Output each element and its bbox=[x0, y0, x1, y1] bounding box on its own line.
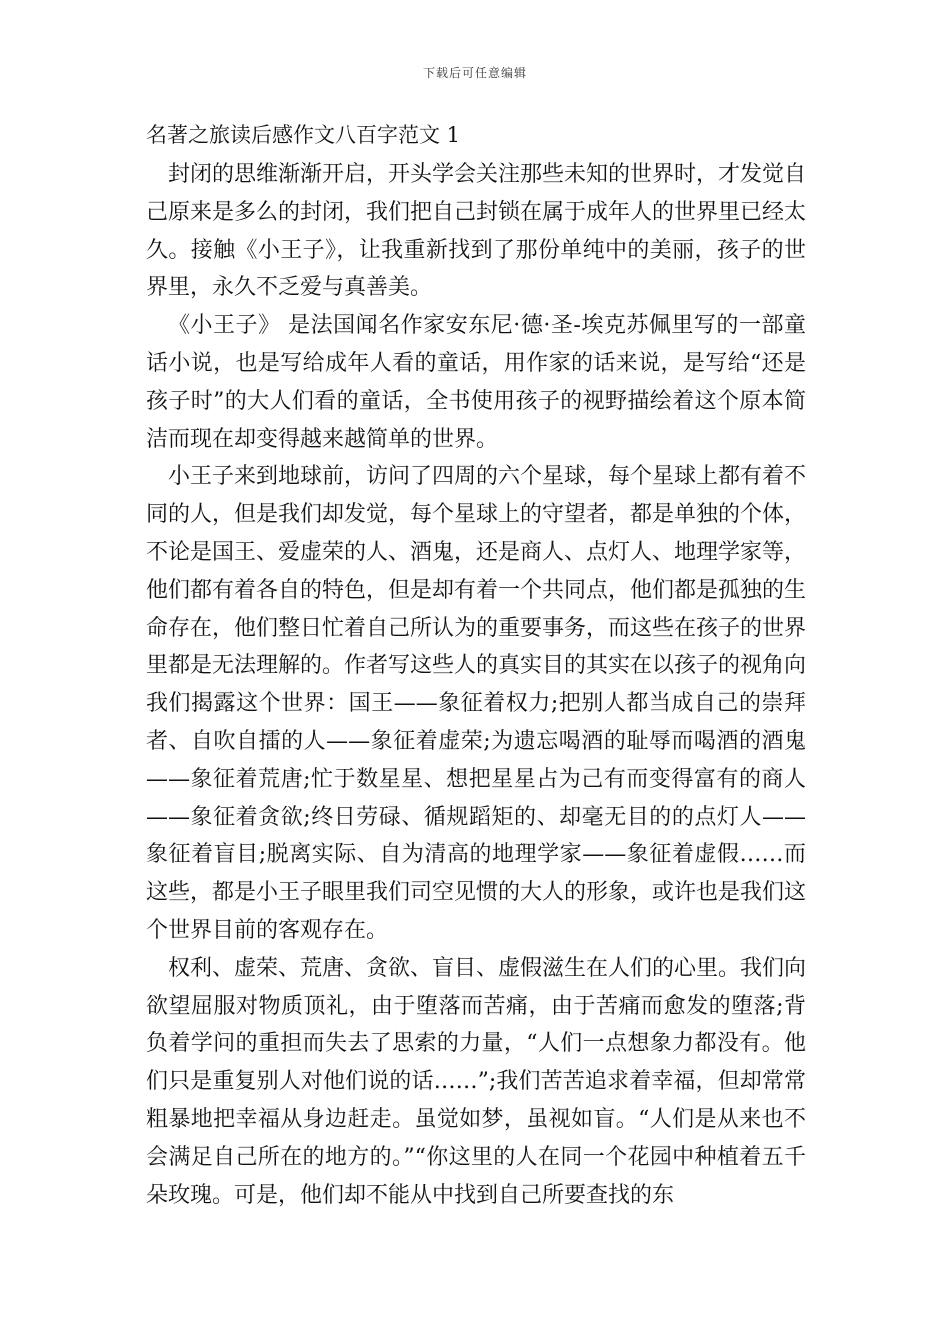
header-note: 下载后可任意编辑 bbox=[422, 66, 527, 80]
document-body bbox=[146, 118, 806, 1214]
document-title: 名著之旅读后感作文八百字范文 1 bbox=[146, 123, 461, 147]
paragraph-3: 小王子来到地球前，访问了四周的六个星球，每个星球上都有着不同的人，但是我们却发觉，每个星球上的守望者，都是单独的个体，不论是国王、爱虚荣的人、酒鬼，还是商人、点灯人、地理学家等，他们都有着各自的特色，但是却有着一个共同点，他们都是孤独的生命存在，他们整日忙着自己所认为的重要事务，而这些在孩子的世界里都是无法理解的。作者写这些人的真实目的其实在以孩子的视角向我们揭露这个世界：国王——象征着权力;把别人都当成自己的崇拜者、自吹自擂的人——象征着虚荣;为遗忘喝酒的耻辱而喝酒的酒鬼——象征着荒唐;忙于数星星、想把星星占为己有而变得富有的商人——象征着贪欲;终日劳碌、循规蹈矩的、却毫无目的的点灯人——象征着盲目;脱离实际、自为清高的地理学家——象征着虚假……而这些，都是小王子眼里我们司空见惯的大人的形象，或许也是我们这个世界目前的客观存在。 bbox=[146, 464, 807, 943]
paragraph-4: 权利、虚荣、荒唐、贪欲、盲目、虚假滋生在人们的心里。我们向欲望屈服对物质顶礼，由于堕落而苦痛，由于苦痛而愈发的堕落;背负着学问的重担而失去了思索的力量，“人们一点想象力都没有。他们只是重复别人对他们说的话……”;我们苦苦追求着幸福，但却常常粗暴地把幸福从身边赶走。虽觉如梦，虽视如盲。“人们是从来也不会满足自己所在的地方的。”“你这里的人在同一个花园中种植着五千朵玫瑰。可是，他们却不能从中找到自己所要查找的东 bbox=[146, 955, 807, 1208]
paragraph-2: 《小王子》 是法国闻名作家安东尼·德·圣-埃克苏佩里写的一部童话小说，也是写给成年人看的童话，用作家的话来说，是写给“还是孩子时”的大人们看的童话，全书使用孩子的视野描绘着这个原本简洁而现在却变得越来越简单的世界。 bbox=[146, 313, 806, 452]
paragraph-1: 封闭的思维渐渐开启，开头学会关注那些未知的世界时，才发觉自己原来是多么的封闭，我们把自己封锁在属于成年人的世界里已经太久。接触《小王子》，让我重新找到了那份单纯中的美丽，孩子的世界里，永久不乏爱与真善美。 bbox=[146, 162, 807, 301]
